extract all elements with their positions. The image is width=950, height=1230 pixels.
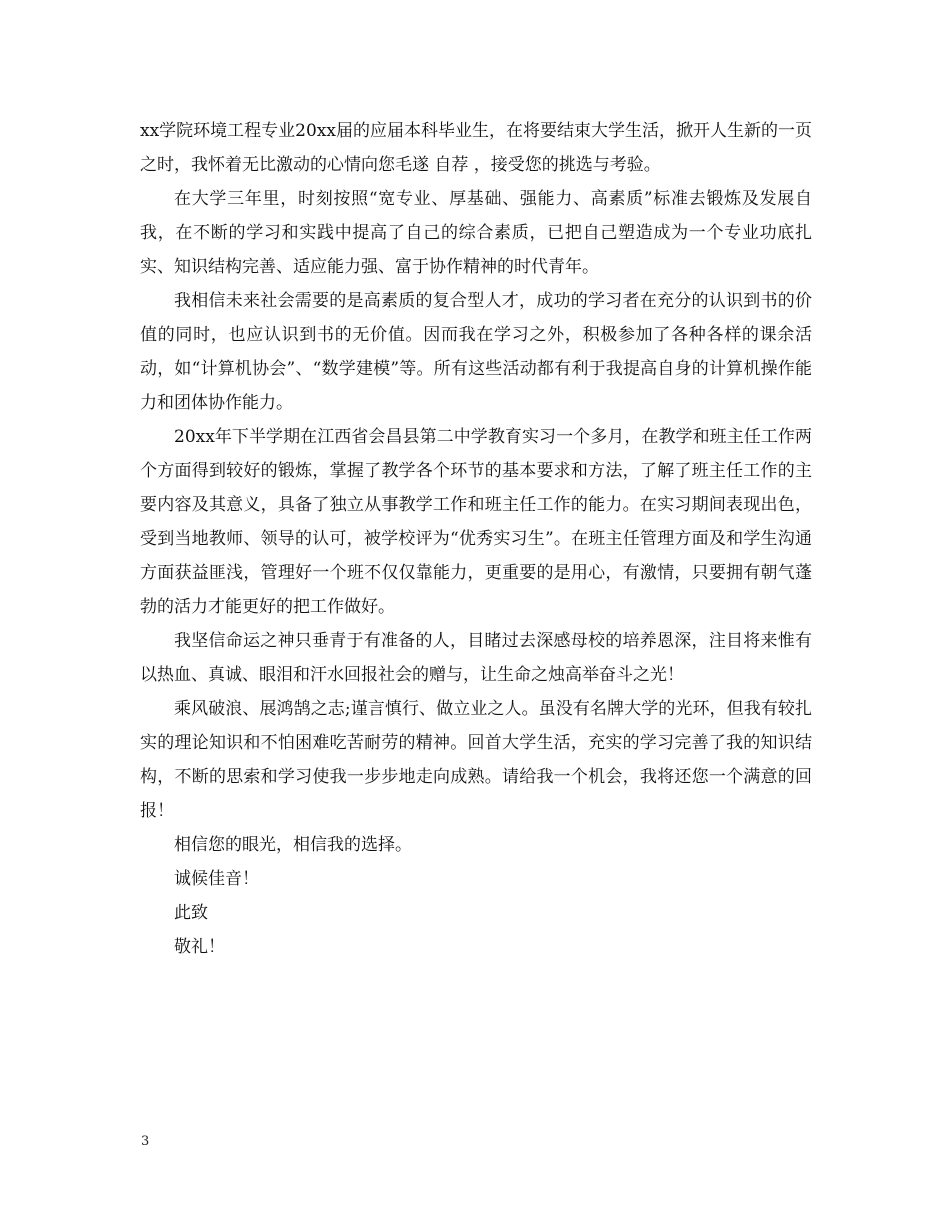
paragraph-activities: 我相信未来社会需要的是高素质的复合型人才，成功的学习者在充分的认识到书的价值的同时，也应认识到书的无价值。因而我在学习之外，积极参加了各种各样的课余活动，如“计算机协会”、“数学建模”等。所有这些活动都有利于我提高自身的计算机操作能力和团体协作能力。 bbox=[140, 291, 812, 413]
paragraph-belief: 我坚信命运之神只垂青于有准备的人，目睹过去深感母校的培养恩深，注目将来惟有以热血、真诚、眼泪和汗水回报社会的赠与，让生命之烛高举奋斗之光！ bbox=[140, 631, 812, 685]
paragraph-aspiration: 乘风破浪、展鸿鹄之志;谨言慎行、做立业之人。虽没有名牌大学的光环，但我有较扎实的理论知识和不怕困难吃苦耐劳的精神。回首大学生活，充实的学习完善了我的知识结构，不断的思索和学习使我一步步地走向成熟。请给我一个机会，我将还您一个满意的回报！ bbox=[140, 699, 812, 821]
letter-body bbox=[140, 114, 812, 964]
page-number: 3 bbox=[141, 1134, 150, 1149]
closing-line-salutation: 此致 bbox=[174, 903, 208, 923]
paragraph-internship: 20xx年下半学期在江西省会昌县第二中学教育实习一个多月，在教学和班主任工作两个方面得到较好的锻炼，掌握了教学各个环节的基本要求和方法，了解了班主任工作的主要内容及其意义，具备了独立从事教学工作和班主任工作的能力。在实习期间表现出色，受到当地教师、领导的认可，被学校评为“优秀实习生”。在班主任管理方面及和学生沟通方面获益匪浅，管理好一个班不仅仅靠能力，更重要的是用心，有激情，只要拥有朝气蓬勃的活力才能更好的把工作做好。 bbox=[140, 427, 812, 617]
paragraph-university-years: 在大学三年里，时刻按照“宽专业、厚基础、强能力、高素质”标准去锻炼及发展自我，在不断的学习和实践中提高了自己的综合素质，已把自己塑造成为一个专业功底扎实、知识结构完善、适应能力强、富于协作精神的时代青年。 bbox=[140, 189, 812, 277]
closing-line-await: 诚候佳音！ bbox=[174, 869, 259, 889]
closing-line-regards: 敬礼！ bbox=[174, 937, 225, 957]
paragraph-intro: xx学院环境工程专业20xx届的应届本科毕业生，在将要结束大学生活，掀开人生新的一页之时，我怀着无比激动的心情向您毛遂 自荐 ，接受您的挑选与考验。 bbox=[140, 121, 812, 175]
closing-line-trust: 相信您的眼光，相信我的选择。 bbox=[174, 835, 412, 855]
